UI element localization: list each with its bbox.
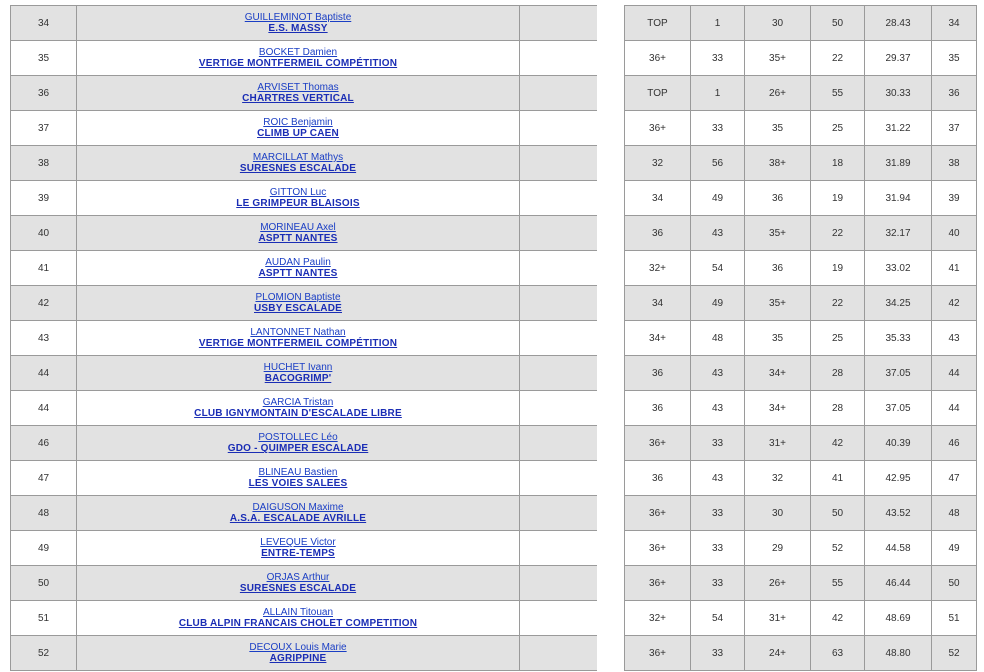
hold-rank-cell: 54 bbox=[691, 251, 745, 286]
empty-cell bbox=[520, 251, 598, 286]
route2-rank-cell: 63 bbox=[811, 636, 865, 671]
hold-cell: 36 bbox=[625, 391, 691, 426]
final-rank-cell: 39 bbox=[932, 181, 977, 216]
rank-value: 36 bbox=[37, 87, 50, 99]
hold-rank-cell: 33 bbox=[691, 426, 745, 461]
points-cell: 31.89 bbox=[865, 146, 932, 181]
final-rank-cell: 47 bbox=[932, 461, 977, 496]
table-gap bbox=[597, 0, 624, 672]
athlete-cell bbox=[77, 76, 520, 111]
final-rank-cell: 40 bbox=[932, 216, 977, 251]
rank-cell bbox=[11, 76, 77, 111]
athlete-name-link[interactable]: BOCKET Damien bbox=[258, 47, 338, 58]
hold-rank-cell: 43 bbox=[691, 461, 745, 496]
athlete-name-link[interactable]: DECOUX Louis Marie bbox=[249, 642, 347, 653]
hold-rank-cell: 33 bbox=[691, 566, 745, 601]
table-row bbox=[11, 181, 598, 216]
athlete-cell bbox=[77, 111, 520, 146]
rank-cell bbox=[11, 426, 77, 461]
final-rank-cell: 48 bbox=[932, 496, 977, 531]
final-rank-cell: 52 bbox=[932, 636, 977, 671]
athlete-cell bbox=[77, 146, 520, 181]
route2-rank-cell: 19 bbox=[811, 181, 865, 216]
table-row bbox=[625, 111, 977, 146]
empty-cell bbox=[520, 111, 598, 146]
rank-cell bbox=[11, 251, 77, 286]
athlete-name-link[interactable]: MORINEAU Axel bbox=[260, 222, 336, 233]
club-name-link[interactable]: GDO - QUIMPER ESCALADE bbox=[227, 443, 369, 454]
athlete-name-link[interactable]: ROIC Benjamin bbox=[263, 117, 333, 128]
empty-cell bbox=[520, 181, 598, 216]
table-row bbox=[11, 636, 598, 671]
table-row bbox=[11, 111, 598, 146]
table-row bbox=[625, 41, 977, 76]
route2-hold-cell: 29 bbox=[745, 531, 811, 566]
rank-value: 34 bbox=[37, 17, 50, 29]
points-cell: 42.95 bbox=[865, 461, 932, 496]
table-row bbox=[625, 181, 977, 216]
table-row bbox=[11, 6, 598, 41]
athlete-name-link[interactable]: ARVISET Thomas bbox=[257, 82, 339, 93]
club-name-link[interactable]: SURESNES ESCALADE bbox=[239, 163, 357, 174]
club-name-link[interactable]: CHARTRES VERTICAL bbox=[242, 93, 354, 104]
final-rank-cell: 51 bbox=[932, 601, 977, 636]
table-row bbox=[11, 601, 598, 636]
hold-rank-cell: 49 bbox=[691, 181, 745, 216]
athlete-name-link[interactable]: AUDAN Paulin bbox=[265, 257, 331, 268]
hold-cell: 36 bbox=[625, 216, 691, 251]
club-name-link[interactable]: ENTRE-TEMPS bbox=[261, 548, 335, 559]
final-rank-cell: 44 bbox=[932, 356, 977, 391]
hold-rank-cell: 1 bbox=[691, 6, 745, 41]
rank-cell bbox=[11, 41, 77, 76]
club-name-link[interactable]: E.S. MASSY bbox=[268, 23, 328, 34]
table-row bbox=[11, 216, 598, 251]
empty-cell bbox=[520, 286, 598, 321]
rank-value: 44 bbox=[37, 402, 50, 414]
empty-cell bbox=[520, 636, 598, 671]
athlete-name-link[interactable]: MARCILLAT Mathys bbox=[252, 152, 344, 163]
athlete-name-link[interactable]: ORJAS Arthur bbox=[266, 572, 330, 583]
rank-value: 35 bbox=[37, 52, 50, 64]
table-row bbox=[625, 146, 977, 181]
route2-hold-cell: 35 bbox=[745, 321, 811, 356]
table-row bbox=[625, 426, 977, 461]
club-name-link[interactable]: LES VOIES SALEES bbox=[248, 478, 348, 489]
points-cell: 48.80 bbox=[865, 636, 932, 671]
athlete-cell bbox=[77, 356, 520, 391]
route2-rank-cell: 22 bbox=[811, 41, 865, 76]
athlete-cell bbox=[77, 251, 520, 286]
athlete-cell bbox=[77, 636, 520, 671]
route2-hold-cell: 35+ bbox=[745, 286, 811, 321]
hold-cell: 34 bbox=[625, 181, 691, 216]
table-row bbox=[625, 601, 977, 636]
hold-rank-cell: 33 bbox=[691, 41, 745, 76]
hold-cell: 36+ bbox=[625, 111, 691, 146]
table-row bbox=[11, 356, 598, 391]
hold-cell: 36+ bbox=[625, 531, 691, 566]
hold-rank-cell: 43 bbox=[691, 216, 745, 251]
rank-value: 38 bbox=[37, 157, 50, 169]
final-rank-cell: 43 bbox=[932, 321, 977, 356]
hold-rank-cell: 49 bbox=[691, 286, 745, 321]
empty-cell bbox=[520, 146, 598, 181]
hold-rank-cell: 54 bbox=[691, 601, 745, 636]
rank-cell bbox=[11, 216, 77, 251]
points-cell: 29.37 bbox=[865, 41, 932, 76]
table-row bbox=[625, 636, 977, 671]
athlete-cell bbox=[77, 531, 520, 566]
route2-rank-cell: 19 bbox=[811, 251, 865, 286]
results-body-right bbox=[625, 6, 977, 671]
rank-cell bbox=[11, 496, 77, 531]
points-cell: 30.33 bbox=[865, 76, 932, 111]
points-cell: 28.43 bbox=[865, 6, 932, 41]
table-row bbox=[11, 391, 598, 426]
table-row bbox=[11, 531, 598, 566]
rank-cell bbox=[11, 6, 77, 41]
rank-value: 43 bbox=[37, 332, 50, 344]
rank-cell bbox=[11, 286, 77, 321]
route2-rank-cell: 28 bbox=[811, 391, 865, 426]
final-rank-cell: 42 bbox=[932, 286, 977, 321]
table-row bbox=[625, 321, 977, 356]
route2-rank-cell: 52 bbox=[811, 531, 865, 566]
rank-cell bbox=[11, 356, 77, 391]
hold-cell: 36+ bbox=[625, 41, 691, 76]
points-cell: 33.02 bbox=[865, 251, 932, 286]
club-name-link[interactable]: BACOGRIMP' bbox=[264, 373, 332, 384]
results-body-left bbox=[11, 6, 598, 671]
route2-hold-cell: 24+ bbox=[745, 636, 811, 671]
athlete-cell bbox=[77, 391, 520, 426]
athlete-cell bbox=[77, 566, 520, 601]
points-cell: 37.05 bbox=[865, 391, 932, 426]
athlete-cell bbox=[77, 461, 520, 496]
route2-rank-cell: 55 bbox=[811, 566, 865, 601]
final-rank-cell: 36 bbox=[932, 76, 977, 111]
athlete-name-link[interactable]: HUCHET Ivann bbox=[263, 362, 333, 373]
route2-rank-cell: 41 bbox=[811, 461, 865, 496]
rank-cell bbox=[11, 531, 77, 566]
club-name-link[interactable]: A.S.A. ESCALADE AVRILLE bbox=[229, 513, 367, 524]
route2-rank-cell: 42 bbox=[811, 601, 865, 636]
athlete-name-link[interactable]: BLINEAU Bastien bbox=[258, 467, 338, 478]
club-name-link[interactable]: SURESNES ESCALADE bbox=[239, 583, 357, 594]
table-row bbox=[625, 286, 977, 321]
rank-cell bbox=[11, 636, 77, 671]
table-row bbox=[625, 356, 977, 391]
athlete-cell bbox=[77, 496, 520, 531]
rank-value: 37 bbox=[37, 122, 50, 134]
route2-rank-cell: 50 bbox=[811, 496, 865, 531]
final-rank-cell: 50 bbox=[932, 566, 977, 601]
empty-cell bbox=[520, 426, 598, 461]
hold-cell: 32 bbox=[625, 146, 691, 181]
hold-rank-cell: 33 bbox=[691, 111, 745, 146]
route2-rank-cell: 18 bbox=[811, 146, 865, 181]
hold-rank-cell: 56 bbox=[691, 146, 745, 181]
final-rank-cell: 34 bbox=[932, 6, 977, 41]
points-cell: 43.52 bbox=[865, 496, 932, 531]
hold-rank-cell: 33 bbox=[691, 531, 745, 566]
athlete-name-link[interactable]: POSTOLLEC Léo bbox=[258, 432, 338, 443]
rank-value: 41 bbox=[37, 262, 50, 274]
points-cell: 34.25 bbox=[865, 286, 932, 321]
rank-value: 46 bbox=[37, 437, 50, 449]
athlete-name-link[interactable]: DAIGUSON Maxime bbox=[252, 502, 344, 513]
final-rank-cell: 37 bbox=[932, 111, 977, 146]
table-row bbox=[625, 391, 977, 426]
route2-rank-cell: 42 bbox=[811, 426, 865, 461]
route2-rank-cell: 25 bbox=[811, 111, 865, 146]
empty-cell bbox=[520, 321, 598, 356]
table-row bbox=[11, 321, 598, 356]
rank-value: 49 bbox=[37, 542, 50, 554]
athlete-name-link[interactable]: GARCIA Tristan bbox=[262, 397, 334, 408]
route2-hold-cell: 26+ bbox=[745, 566, 811, 601]
route2-hold-cell: 30 bbox=[745, 6, 811, 41]
rank-value: 51 bbox=[37, 612, 50, 624]
route2-rank-cell: 50 bbox=[811, 6, 865, 41]
hold-cell: 36+ bbox=[625, 636, 691, 671]
route2-rank-cell: 22 bbox=[811, 286, 865, 321]
athlete-name-link[interactable]: ALLAIN Titouan bbox=[262, 607, 334, 618]
empty-cell bbox=[520, 496, 598, 531]
route2-rank-cell: 22 bbox=[811, 216, 865, 251]
athlete-cell bbox=[77, 41, 520, 76]
table-row bbox=[11, 76, 598, 111]
final-rank-cell: 35 bbox=[932, 41, 977, 76]
hold-cell: 36+ bbox=[625, 496, 691, 531]
rank-cell bbox=[11, 111, 77, 146]
rank-value: 39 bbox=[37, 192, 50, 204]
rank-value: 48 bbox=[37, 507, 50, 519]
rank-cell bbox=[11, 461, 77, 496]
athlete-cell bbox=[77, 426, 520, 461]
rank-value: 40 bbox=[37, 227, 50, 239]
final-rank-cell: 44 bbox=[932, 391, 977, 426]
points-cell: 31.22 bbox=[865, 111, 932, 146]
table-row bbox=[11, 286, 598, 321]
empty-cell bbox=[520, 356, 598, 391]
empty-cell bbox=[520, 41, 598, 76]
route2-hold-cell: 38+ bbox=[745, 146, 811, 181]
table-row bbox=[625, 566, 977, 601]
hold-cell: 34+ bbox=[625, 321, 691, 356]
route2-hold-cell: 31+ bbox=[745, 601, 811, 636]
route2-hold-cell: 35 bbox=[745, 111, 811, 146]
table-row bbox=[11, 461, 598, 496]
hold-cell: 36 bbox=[625, 356, 691, 391]
table-row bbox=[625, 76, 977, 111]
hold-cell: 36+ bbox=[625, 566, 691, 601]
hold-rank-cell: 33 bbox=[691, 496, 745, 531]
athlete-cell bbox=[77, 286, 520, 321]
athlete-name-link[interactable]: GITTON Luc bbox=[269, 187, 327, 198]
rank-cell bbox=[11, 566, 77, 601]
rank-cell bbox=[11, 601, 77, 636]
rank-cell bbox=[11, 181, 77, 216]
route2-rank-cell: 55 bbox=[811, 76, 865, 111]
table-row bbox=[11, 566, 598, 601]
empty-cell bbox=[520, 216, 598, 251]
table-row bbox=[11, 251, 598, 286]
club-name-link[interactable]: CLUB ALPIN FRANCAIS CHOLET COMPETITION bbox=[178, 618, 418, 629]
table-row bbox=[11, 41, 598, 76]
points-cell: 44.58 bbox=[865, 531, 932, 566]
route2-hold-cell: 26+ bbox=[745, 76, 811, 111]
points-cell: 48.69 bbox=[865, 601, 932, 636]
club-name-link[interactable]: VERTIGE MONTFERMEIL COMPÉTITION bbox=[198, 338, 398, 349]
hold-rank-cell: 48 bbox=[691, 321, 745, 356]
final-rank-cell: 46 bbox=[932, 426, 977, 461]
empty-cell bbox=[520, 531, 598, 566]
table-row bbox=[11, 146, 598, 181]
points-cell: 35.33 bbox=[865, 321, 932, 356]
club-name-link[interactable]: CLIMB UP CAEN bbox=[257, 128, 339, 139]
rank-cell bbox=[11, 146, 77, 181]
table-row bbox=[625, 6, 977, 41]
athlete-cell bbox=[77, 181, 520, 216]
empty-cell bbox=[520, 601, 598, 636]
table-row bbox=[625, 531, 977, 566]
results-table-left bbox=[10, 5, 598, 671]
athlete-cell bbox=[77, 216, 520, 251]
hold-cell: 34 bbox=[625, 286, 691, 321]
route2-hold-cell: 35+ bbox=[745, 216, 811, 251]
route2-hold-cell: 34+ bbox=[745, 356, 811, 391]
athlete-name-link[interactable]: GUILLEMINOT Baptiste bbox=[244, 12, 352, 23]
route2-rank-cell: 25 bbox=[811, 321, 865, 356]
rank-value: 47 bbox=[37, 472, 50, 484]
final-rank-cell: 41 bbox=[932, 251, 977, 286]
table-row bbox=[11, 426, 598, 461]
hold-cell: TOP bbox=[625, 76, 691, 111]
table-row bbox=[625, 251, 977, 286]
hold-rank-cell: 1 bbox=[691, 76, 745, 111]
athlete-cell bbox=[77, 321, 520, 356]
athlete-cell bbox=[77, 601, 520, 636]
hold-cell: TOP bbox=[625, 6, 691, 41]
final-rank-cell: 38 bbox=[932, 146, 977, 181]
route2-hold-cell: 36 bbox=[745, 181, 811, 216]
hold-cell: 32+ bbox=[625, 601, 691, 636]
points-cell: 46.44 bbox=[865, 566, 932, 601]
club-name-link[interactable]: CLUB IGNYMONTAIN D'ESCALADE LIBRE bbox=[194, 408, 402, 419]
empty-cell bbox=[520, 461, 598, 496]
club-name-link[interactable]: ASPTT NANTES bbox=[258, 233, 338, 244]
athlete-cell bbox=[77, 6, 520, 41]
hold-rank-cell: 43 bbox=[691, 391, 745, 426]
rank-value: 44 bbox=[37, 367, 50, 379]
rank-cell bbox=[11, 391, 77, 426]
hold-rank-cell: 43 bbox=[691, 356, 745, 391]
rank-cell bbox=[11, 321, 77, 356]
rank-value: 52 bbox=[37, 647, 50, 659]
points-cell: 37.05 bbox=[865, 356, 932, 391]
points-cell: 40.39 bbox=[865, 426, 932, 461]
route2-hold-cell: 36 bbox=[745, 251, 811, 286]
results-table-right bbox=[624, 5, 977, 671]
rank-value: 42 bbox=[37, 297, 50, 309]
athlete-name-link[interactable]: PLOMION Baptiste bbox=[255, 292, 341, 303]
club-name-link[interactable]: LE GRIMPEUR BLAISOIS bbox=[236, 198, 360, 209]
hold-cell: 36+ bbox=[625, 426, 691, 461]
empty-cell bbox=[520, 566, 598, 601]
empty-cell bbox=[520, 391, 598, 426]
club-name-link[interactable]: VERTIGE MONTFERMEIL COMPÉTITION bbox=[198, 58, 398, 69]
points-cell: 31.94 bbox=[865, 181, 932, 216]
empty-cell bbox=[520, 76, 598, 111]
route2-rank-cell: 28 bbox=[811, 356, 865, 391]
route2-hold-cell: 35+ bbox=[745, 41, 811, 76]
table-row bbox=[625, 496, 977, 531]
table-row bbox=[625, 461, 977, 496]
table-row bbox=[11, 496, 598, 531]
athlete-name-link[interactable]: LEVEQUE Victor bbox=[260, 537, 336, 548]
club-name-link[interactable]: AGRIPPINE bbox=[269, 653, 327, 664]
points-cell: 32.17 bbox=[865, 216, 932, 251]
table-row bbox=[625, 216, 977, 251]
empty-cell bbox=[520, 6, 598, 41]
rank-value: 50 bbox=[37, 577, 50, 589]
athlete-name-link[interactable]: LANTONNET Nathan bbox=[250, 327, 346, 338]
club-name-link[interactable]: USBY ESCALADE bbox=[254, 303, 342, 314]
route2-hold-cell: 30 bbox=[745, 496, 811, 531]
club-name-link[interactable]: ASPTT NANTES bbox=[258, 268, 338, 279]
hold-cell: 36 bbox=[625, 461, 691, 496]
route2-hold-cell: 32 bbox=[745, 461, 811, 496]
final-rank-cell: 49 bbox=[932, 531, 977, 566]
route2-hold-cell: 31+ bbox=[745, 426, 811, 461]
hold-rank-cell: 33 bbox=[691, 636, 745, 671]
hold-cell: 32+ bbox=[625, 251, 691, 286]
route2-hold-cell: 34+ bbox=[745, 391, 811, 426]
